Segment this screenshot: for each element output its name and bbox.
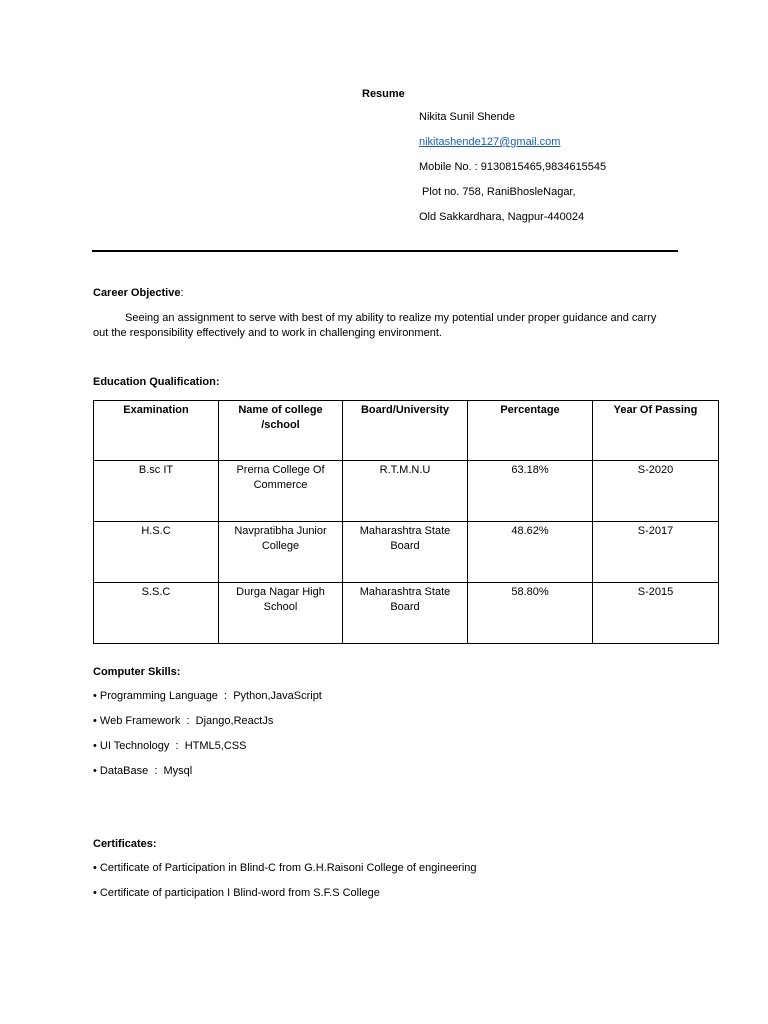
page-title: Resume xyxy=(362,88,405,100)
table-cell: Prerna College Of Commerce xyxy=(219,461,343,522)
table-cell: B.sc IT xyxy=(94,461,219,522)
table-cell: S-2020 xyxy=(593,461,719,522)
email-link[interactable]: nikitashende127@gmail.com xyxy=(419,136,561,148)
list-item: • Certificate of Participation in Blind-C from G.H.Raisoni College of engineering xyxy=(93,862,477,874)
career-objective-body: Seeing an assignment to serve with best of my ability to realize my potential under proper guidance and carry out the responsibility effectively and to work in challenging environment. xyxy=(93,312,657,339)
table-header-row xyxy=(94,401,719,461)
certificates-heading: Certificates: xyxy=(93,838,157,850)
career-objective-text xyxy=(93,311,668,341)
list-item: • Web Framework : Django,ReactJs xyxy=(93,715,274,727)
skills-heading: Computer Skills: xyxy=(93,666,181,678)
table-cell: 63.18% xyxy=(468,461,593,522)
candidate-name: Nikita Sunil Shende xyxy=(419,111,516,123)
table-cell: 58.80% xyxy=(468,583,593,644)
column-header: Board/University xyxy=(343,401,468,461)
table-row xyxy=(94,583,719,644)
education-table xyxy=(93,400,719,644)
career-objective-colon: : xyxy=(180,287,184,299)
header-divider xyxy=(92,250,678,252)
column-header: Year Of Passing xyxy=(593,401,719,461)
list-item: • Programming Language : Python,JavaScript xyxy=(93,690,322,702)
table-cell: R.T.M.N.U xyxy=(343,461,468,522)
table-cell: Maharashtra State Board xyxy=(343,583,468,644)
table-cell: S.S.C xyxy=(94,583,219,644)
mobile-number: Mobile No. : 9130815465,9834615545 xyxy=(419,161,607,173)
address-line-1: Plot no. 758, RaniBhosleNagar, xyxy=(419,186,576,198)
table-cell: H.S.C xyxy=(94,522,219,583)
column-header: Name of college /school xyxy=(219,401,343,461)
table-cell: S-2017 xyxy=(593,522,719,583)
list-item: • Certificate of participation I Blind-word from S.F.S College xyxy=(93,887,380,899)
career-objective-heading xyxy=(93,287,184,299)
address-line-2: Old Sakkardhara, Nagpur-440024 xyxy=(419,211,585,223)
table-row xyxy=(94,461,719,522)
education-heading: Education Qualification: xyxy=(93,376,220,388)
table-cell: 48.62% xyxy=(468,522,593,583)
list-item: • DataBase : Mysql xyxy=(93,765,193,777)
table-row xyxy=(94,522,719,583)
column-header: Percentage xyxy=(468,401,593,461)
table-cell: S-2015 xyxy=(593,583,719,644)
career-objective-label: Career Objective xyxy=(93,287,181,299)
table-cell: Durga Nagar High School xyxy=(219,583,343,644)
table-cell: Maharashtra State Board xyxy=(343,522,468,583)
list-item: • UI Technology : HTML5,CSS xyxy=(93,740,247,752)
column-header: Examination xyxy=(94,401,219,461)
table-cell: Navpratibha Junior College xyxy=(219,522,343,583)
